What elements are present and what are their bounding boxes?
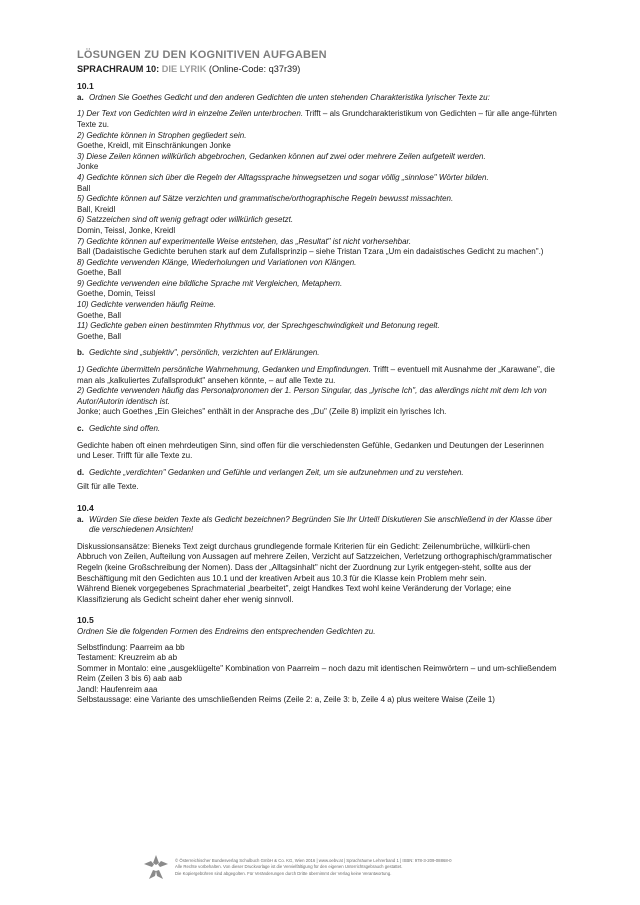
task-label: b. bbox=[77, 348, 85, 358]
characteristic-item bbox=[77, 194, 557, 215]
rhyme-line: Sommer in Montalo: eine „ausgeklügelte" Kombination von Paarreim – noch dazu mit identischen Reimwörtern – und um-schließendem Reim (Zeilen 3 bis 6) aab aab bbox=[77, 663, 557, 684]
task-text: Gedichte sind offen. bbox=[89, 424, 161, 433]
answer-paragraph: Während Bienek vorgegebenes Sprachmaterial „bearbeitet", zeigt Handkes Text wohl keine Veränderung der Vorlage; eine Klassifizierung als Gedicht scheint daher eher wenig sinnvoll. bbox=[77, 584, 512, 604]
characteristic-item bbox=[77, 215, 557, 236]
chapter-heading bbox=[77, 64, 557, 75]
characteristic-item bbox=[77, 321, 557, 342]
characteristic-question: 8) Gedichte verwenden Klänge, Wiederholungen und Variationen von Klängen. bbox=[77, 257, 357, 267]
task-d bbox=[77, 468, 557, 479]
characteristic-item bbox=[77, 173, 557, 194]
section-number-10-1: 10.1 bbox=[77, 81, 94, 92]
characteristic-item bbox=[77, 152, 557, 173]
characteristic-answer: Jonke; auch Goethes „Ein Gleiches" enthält in der Ansprache des „Du" (Zeile 8) implizit ein lyrisches Ich. bbox=[77, 407, 447, 417]
characteristic-item bbox=[77, 109, 557, 130]
task-text: Gedichte „verdichten" Gedanken und Gefühle und verlangen Zeit, um sie aufzunehmen und zu verstehen. bbox=[89, 467, 464, 477]
characteristic-question: 11) Gedichte geben einen bestimmten Rhythmus vor, der Sprechgeschwindigkeit und Betonung regelt. bbox=[77, 321, 440, 331]
characteristic-item bbox=[77, 386, 557, 418]
task-label: a. bbox=[77, 92, 84, 102]
characteristic-question: 1) Der Text von Gedichten wird in einzelne Zeilen unterbrochen. bbox=[77, 109, 304, 119]
characteristic-answer: Jonke bbox=[77, 162, 99, 172]
task-a bbox=[77, 515, 557, 536]
chapter-prefix: SPRACHRAUM 10: bbox=[77, 63, 162, 74]
answer-paragraph: Diskussionsansätze: Bieneks Text zeigt durchaus grundlegende formale Kriterien für ein Gedicht: Zeilenumbrüche, willkürli-chen Abbruch von Zeilen, Aufteilung von Aussagen auf mehrere Zeilen, Verzicht auf Satzzeichen, Verletzung orthographisch/grammatischer Regeln (keine Großschreibung der Nomen). Dass der „Alltagsinhalt" nicht der Zuordnung zur Lyrik entgegen-steht, sollte aus der Beschäftigung mit den Gedichten aus 10.1 und der kreativen Arbeit aus 10.3 für die Klasse kein Problem mehr sein. bbox=[77, 541, 552, 583]
answer-paragraph: Gilt für alle Texte. bbox=[77, 482, 139, 492]
characteristic-answer: Ball (Dadaistische Gedichte beruhen stark auf dem Zufallsprinzip – siehe Tristan Tzara „Um ein dadaistisches Gedicht zu machen".) bbox=[77, 247, 544, 257]
characteristic-answer: Ball bbox=[77, 183, 91, 193]
answer-paragraph: Gedichte haben oft einen mehrdeutigen Sinn, sind offen für die verschiedensten Gefühle, Gedanken und Deutungen der Leserinnen und Leser. Trifft für alle Texte zu. bbox=[77, 440, 544, 461]
footer-copyright: © Österreichischer Bundesverlag Schulbuch GmbH & Co. KG, Wien 2016 | www.oebv.at | Sprachräume Lehrerband 1 | ISBN: 978-3-209-08868-0 bbox=[175, 858, 452, 863]
characteristic-question: 7) Gedichte können auf experimentelle Weise entstehen, das „Resultat" ist nicht vorhersehbar. bbox=[77, 236, 412, 246]
characteristic-question: 10) Gedichte verwenden häufig Reime. bbox=[77, 300, 216, 310]
characteristic-question: 2) Gedichte können in Strophen gegliedert sein. bbox=[77, 130, 247, 140]
characteristic-item bbox=[77, 300, 557, 321]
rhyme-line: Testament: Kreuzreim ab ab bbox=[77, 653, 178, 663]
characteristic-item bbox=[77, 279, 557, 300]
task-label: a. bbox=[77, 514, 84, 524]
section-number-10-4: 10.4 bbox=[77, 502, 94, 513]
task-c bbox=[77, 424, 557, 435]
characteristic-question: 3) Diese Zeilen können willkürlich abgebrochen, Gedanken können auf zwei oder mehrere Zeilen aufgeteilt werden. bbox=[77, 151, 486, 161]
section-number-10-5: 10.5 bbox=[77, 615, 94, 626]
characteristic-question: 4) Gedichte können sich über die Regeln der Alltagssprache hinwegsetzen und sogar völlig „sinnlose" Wörter bilden. bbox=[77, 172, 489, 182]
characteristic-question: 6) Satzzeichen sind oft wenig gefragt oder willkürlich gesetzt. bbox=[77, 215, 294, 225]
characteristic-answer: Trifft – als Grundcharakteristikum von Gedichten – für alle ange-führten Texte zu. bbox=[77, 109, 557, 129]
task-label: c. bbox=[77, 424, 84, 433]
task-text: Würden Sie diese beiden Texte als Gedicht bezeichnen? Begründen Sie Ihr Urteil! Diskutieren Sie anschließend in der Klasse über die verschiedenen Ansichten! bbox=[89, 514, 553, 535]
task-b bbox=[77, 348, 557, 359]
footer-text bbox=[175, 858, 595, 877]
characteristic-item bbox=[77, 131, 557, 152]
characteristic-answer: Domin, Teissl, Jonke, Kreidl bbox=[77, 225, 176, 235]
document-title: LÖSUNGEN ZU DEN KOGNITIVEN AUFGABEN bbox=[77, 49, 327, 61]
characteristic-item bbox=[77, 365, 557, 386]
chapter-name: DIE LYRIK bbox=[161, 63, 207, 74]
characteristic-answer: Goethe, Ball bbox=[77, 268, 122, 278]
footer-rights: Alle Rechte vorbehalten. Von dieser Druckvorlage ist die Vervielfältigung für den eigenen Unterrichtsgebrauch gestattet. bbox=[175, 864, 403, 870]
rhyme-line: Selbstaussage: eine Variante des umschließenden Reims (Zeile 2: a, Zeile 3: b, Zeile 4 a) plus weitere Waise (Zeile 1) bbox=[77, 695, 495, 705]
characteristic-item bbox=[77, 237, 557, 258]
document-body bbox=[77, 50, 557, 706]
online-code: (Online-Code: q37r39) bbox=[206, 63, 301, 74]
characteristic-answer: Goethe, Ball bbox=[77, 310, 122, 320]
rhyme-line: Jandl: Haufenreim aaa bbox=[77, 684, 158, 694]
characteristic-question: 1) Gedichte übermitteln persönliche Wahrnehmung, Gedanken und Empfindungen. bbox=[77, 365, 371, 375]
task-text: Ordnen Sie Goethes Gedicht und den anderen Gedichten die unten stehenden Charakteristika lyrischer Texte zu: bbox=[89, 92, 490, 102]
rhyme-line: Selbstfindung: Paarreim aa bb bbox=[77, 642, 185, 652]
rhyme-list bbox=[77, 643, 557, 707]
characteristic-question: 2) Gedichte verwenden häufig das Personalpronomen der 1. Person Singular, das „lyrische Ich", das allerdings nicht mit dem Ich von Autor/Autorin identisch ist. bbox=[77, 386, 547, 406]
task-a bbox=[77, 93, 557, 104]
characteristic-item bbox=[77, 258, 557, 279]
characteristic-answer: Goethe, Domin, Teissl bbox=[77, 289, 156, 299]
task-text: Gedichte sind „subjektiv", persönlich, verzichten auf Erklärungen. bbox=[89, 348, 320, 358]
characteristic-answer: Goethe, Ball bbox=[77, 331, 122, 341]
characteristic-answer: Goethe, Kreidl, mit Einschränkungen Jonke bbox=[77, 141, 231, 151]
characteristic-answer: Trifft – eventuell mit Ausnahme der „Karawane", die man als „kalkuliertes Zufallsprodukt" ansehen könnte, – auf alle Texte zu. bbox=[77, 365, 555, 385]
publisher-logo-icon bbox=[144, 855, 168, 881]
task-text: Ordnen Sie die folgenden Formen des Endreims den entsprechenden Gedichten zu. bbox=[77, 626, 376, 636]
characteristic-answer: Ball, Kreidl bbox=[77, 204, 116, 214]
characteristic-question: 5) Gedichte können auf Sätze verzichten und grammatische/orthographische Regeln bewusst missachten. bbox=[77, 194, 454, 204]
task-label: d. bbox=[77, 467, 85, 477]
characteristic-question: 9) Gedichte verwenden eine bildliche Sprache mit Vergleichen, Metaphern. bbox=[77, 278, 343, 288]
footer-disclaimer: Die Kopiergebühren sind abgegolten. Für Veränderungen durch Dritte übernimmt der Verlag keine Verantwortung. bbox=[175, 870, 392, 876]
